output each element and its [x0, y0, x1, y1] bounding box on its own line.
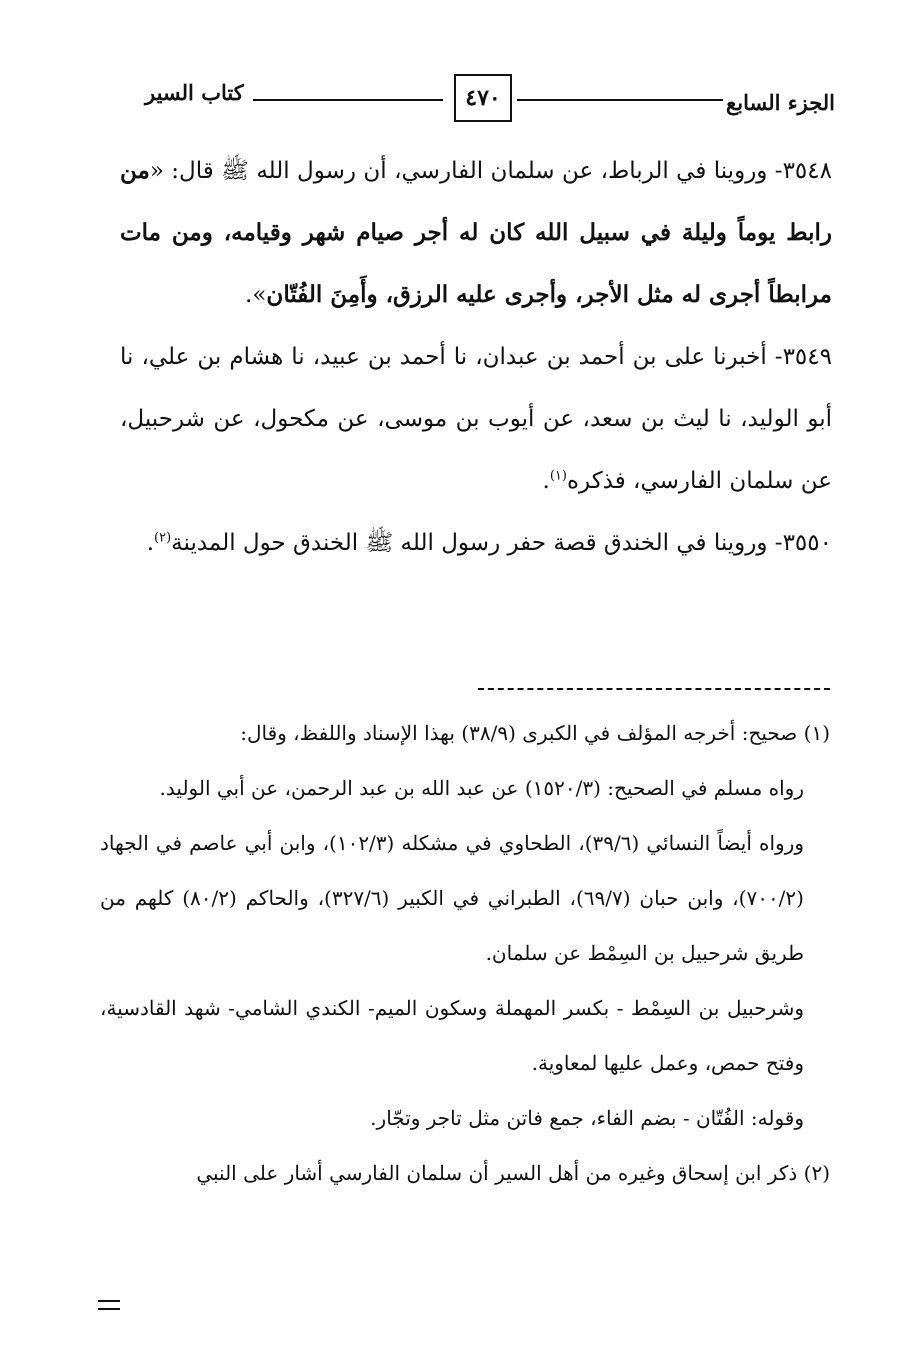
page-number-box	[454, 74, 512, 122]
hadith-3550	[120, 512, 832, 574]
footnote-1-line-1: (١) صحيح: أخرجه المؤلف في الكبرى (٣٨/٩) بهذا الإسناد واللفظ، وقال:	[240, 721, 830, 745]
volume-label: الجزء السابع	[726, 90, 835, 115]
continuation-mark	[98, 1300, 120, 1310]
book-title: كتاب السير	[145, 80, 244, 105]
footnote-1-line-5: وقوله: الفُتّان - بضم الفاء، جمع فاتن مثل تاجر وتجّار.	[370, 1106, 804, 1130]
header-rule-right	[517, 99, 723, 101]
hadith-3548-end: ».	[245, 282, 267, 308]
footnote-ref-1[interactable]: (١)	[549, 468, 567, 484]
running-header	[145, 68, 835, 128]
footnote-1-line-3: ورواه أيضاً النسائي (٣٩/٦)، الطحاوي في مشكله (١٠٢/٣)، وابن أبي عاصم في الجهاد (٧٠٠/٢)، وابن حبان (٦٩/٧)، الطبراني في الكبير (٣٢٧/٦)، والحاكم (٨٠/٢) كلهم من طريق شرحبيل بن السِمْط عن سلمان.	[100, 831, 804, 965]
footnote-ref-2[interactable]: (٢)	[154, 530, 172, 546]
hadith-3549-text: ٣٥٤٩- أخبرنا على بن أحمد بن عبدان، نا أحمد بن عبيد، نا هشام بن علي، نا أبو الوليد، نا ليث بن سعد، عن أيوب بن موسى، عن مكحول، عن شرحبيل، عن سلمان الفارسي، فذكره	[120, 344, 832, 494]
footnote-2-line-1: (٢) ذكر ابن إسحاق وغيره من أهل السير أن سلمان الفارسي أشار على النبي	[196, 1161, 830, 1185]
main-text	[120, 140, 832, 574]
footnote-separator	[478, 688, 830, 690]
hadith-3549	[120, 326, 832, 512]
header-rule-left	[253, 99, 443, 101]
hadith-3550-end: .	[146, 530, 155, 556]
footnotes	[100, 706, 830, 1201]
footnote-1-line-4: وشرحبيل بن السِمْط - بكسر المهملة وسكون الميم- الكندي الشامي- شهد القادسية، وفتح حمص، وعمل عليها لمعاوية.	[100, 996, 804, 1075]
hadith-3548-intro: ٣٥٤٨- وروينا في الرباط، عن سلمان الفارسي، أن رسول الله ﷺ قال: «	[149, 158, 832, 184]
hadith-3549-end: .	[542, 468, 550, 494]
footnote-1-line-2: رواه مسلم في الصحيح: (١٥٢٠/٣) عن عبد الله بن عبد الرحمن، عن أبي الوليد.	[159, 776, 804, 800]
hadith-3548	[120, 140, 832, 326]
hadith-3550-text: ٣٥٥٠- وروينا في الخندق قصة حفر رسول الله ﷺ الخندق حول المدينة	[171, 530, 832, 556]
hadith-3548-matn: من رابط يوماً وليلة في سبيل الله كان له أجر صيام شهر وقيامه، ومن مات مرابطاً أجرى له مثل الأجر، وأجرى عليه الرزق، وأَمِنَ الفُتّان	[120, 157, 832, 308]
page-number: ٤٧٠	[465, 85, 501, 111]
